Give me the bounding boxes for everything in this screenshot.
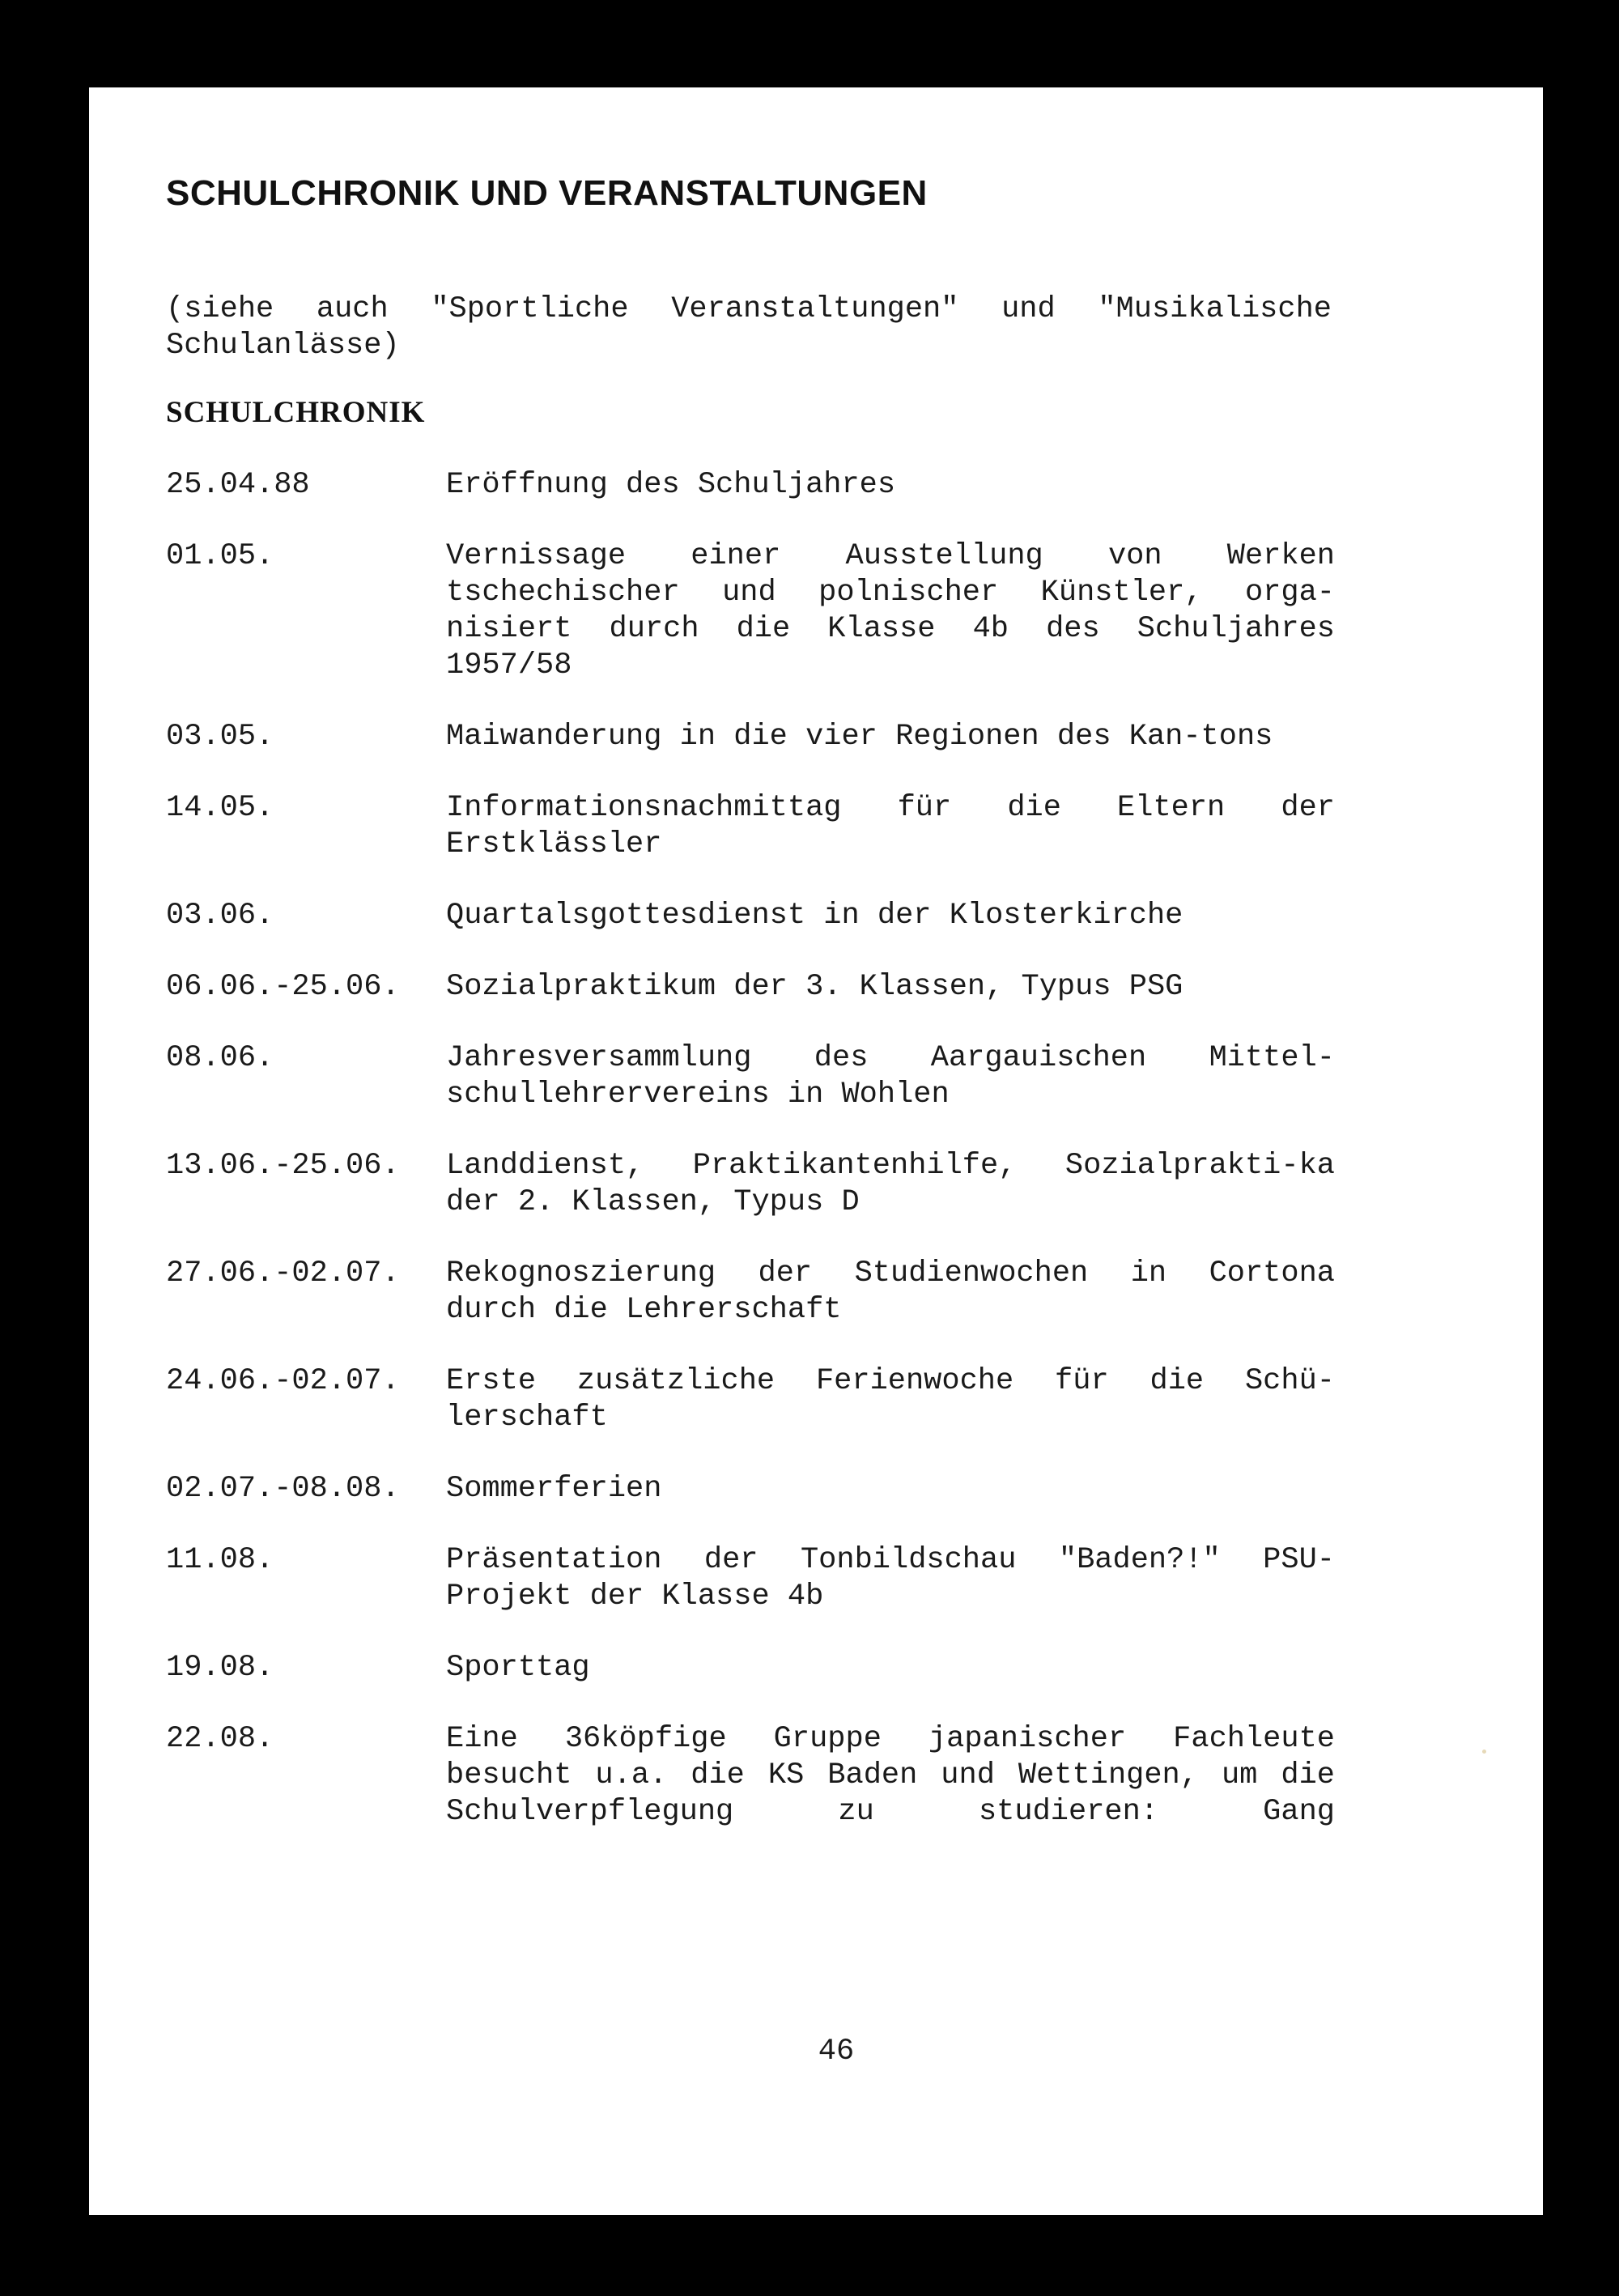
chronicle-entry xyxy=(166,1363,1417,1436)
entry-text: Rekognoszierung der Studienwochen in Cortona durch die Lehrerschaft xyxy=(446,1256,1335,1327)
entry-text: Erste zusätzliche Ferienwoche für die Schü-lerschaft xyxy=(446,1364,1335,1435)
chronicle-entry xyxy=(166,790,1417,863)
chronicle-entry xyxy=(166,1148,1417,1221)
entry-date: 11.08. xyxy=(166,1543,274,1577)
entry-text: Quartalsgottesdienst in der Klosterkirche xyxy=(446,899,1183,933)
entry-date: 06.06.-25.06. xyxy=(166,970,400,1004)
entry-date: 19.08. xyxy=(166,1651,274,1685)
page-title: SCHULCHRONIK UND VERANSTALTUNGEN xyxy=(166,173,928,213)
chronicle-entry xyxy=(166,467,1417,504)
entry-text: Präsentation der Tonbildschau "Baden?!" PSU-Projekt der Klasse 4b xyxy=(446,1543,1335,1614)
entry-text: Vernissage einer Ausstellung von Werken tschechischer und polnischer Künstler, orga-nisiert durch die Klasse 4b des Schuljahres 1957/58 xyxy=(446,539,1335,682)
entry-date: 24.06.-02.07. xyxy=(166,1364,400,1398)
entry-date: 22.08. xyxy=(166,1722,274,1756)
chronicle-entry xyxy=(166,1650,1417,1686)
entry-date: 02.07.-08.08. xyxy=(166,1472,400,1506)
entry-date: 08.06. xyxy=(166,1041,274,1075)
entry-date: 14.05. xyxy=(166,791,274,825)
entry-text: Eröffnung des Schuljahres xyxy=(446,468,896,502)
entry-text: Landdienst, Praktikantenhilfe, Sozialprakti-ka der 2. Klassen, Typus D xyxy=(446,1149,1335,1219)
entry-text: Sporttag xyxy=(446,1651,590,1685)
entry-text: Sozialpraktikum der 3. Klassen, Typus PSG xyxy=(446,970,1183,1004)
entry-date: 03.05. xyxy=(166,720,274,754)
chronicle-entry xyxy=(166,1721,1417,1830)
entry-date: 01.05. xyxy=(166,539,274,573)
chronicle-entry xyxy=(166,719,1417,755)
chronicle-entry xyxy=(166,1471,1417,1507)
entry-text: Informationsnachmittag für die Eltern der Erstklässler xyxy=(446,791,1335,861)
chronicle-entry xyxy=(166,1542,1417,1615)
chronicle-entry xyxy=(166,969,1417,1006)
entry-text: Sommerferien xyxy=(446,1472,662,1506)
entry-text: Eine 36köpfige Gruppe japanischer Fachleute besucht u.a. die KS Baden und Wettingen, um die Schulverpflegung zu studieren: Gang xyxy=(446,1722,1335,1829)
intro-note: (siehe auch "Sportliche Veranstaltungen" und "Musikalische Schulanlässe) xyxy=(166,292,1332,363)
chronicle-entry xyxy=(166,538,1417,684)
page-number: 46 xyxy=(818,2035,855,2069)
entry-text: Maiwanderung in die vier Regionen des Kan-tons xyxy=(446,720,1273,754)
chronicle-entry xyxy=(166,1040,1417,1113)
chronicle-entry xyxy=(166,898,1417,934)
entry-date: 25.04.88 xyxy=(166,468,310,502)
entry-date: 27.06.-02.07. xyxy=(166,1256,400,1290)
entry-date: 13.06.-25.06. xyxy=(166,1149,400,1183)
chronicle-entry xyxy=(166,1256,1417,1329)
entry-text: Jahresversammlung des Aargauischen Mittel-schullehrervereins in Wohlen xyxy=(446,1041,1335,1112)
section-heading: SCHULCHRONIK xyxy=(166,396,426,429)
chronicle-list xyxy=(166,467,1417,1865)
paper-speck xyxy=(1482,1750,1486,1754)
entry-date: 03.06. xyxy=(166,899,274,933)
